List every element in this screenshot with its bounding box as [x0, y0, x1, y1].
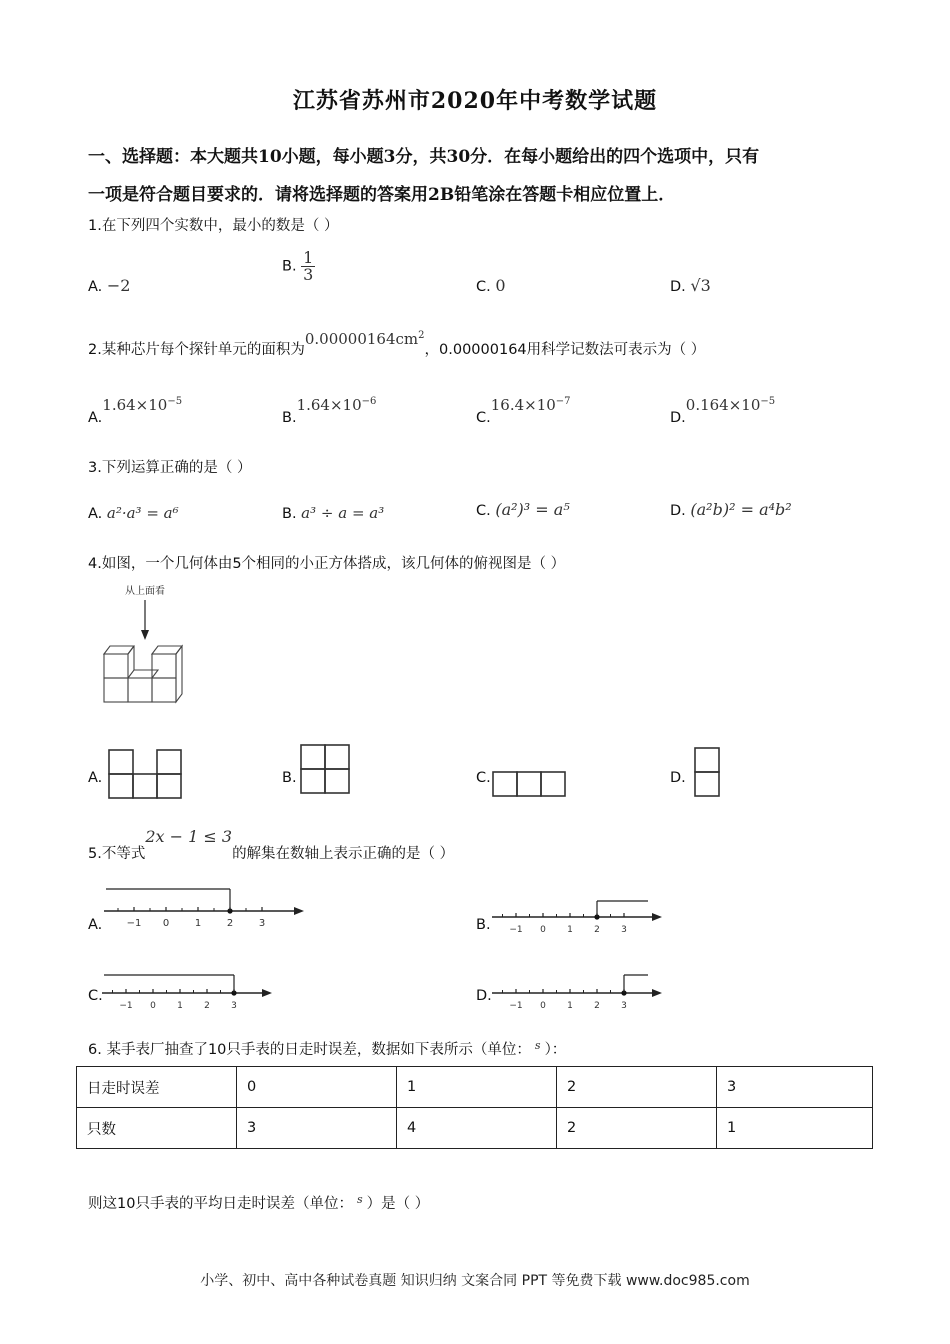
- q2-area-sup: 2: [418, 330, 425, 341]
- q4-arrow-head: [141, 630, 149, 640]
- tick-label: 3: [621, 925, 627, 935]
- tick-label: −1: [119, 1001, 133, 1011]
- q3-d-expr: (a²b)² = a⁴b²: [690, 500, 792, 519]
- tick-label: 2: [594, 1001, 600, 1011]
- q5-stem-pre: 5.不等式: [88, 846, 146, 862]
- q3-option-d: [670, 500, 792, 519]
- tick-label: 0: [162, 918, 170, 929]
- section-line-1: 一、选择题：本大题共10小题，每小题3分，共30分．在每小题给出的四个选项中，只有: [88, 147, 760, 167]
- q6-followup: [88, 1192, 429, 1213]
- q6-stem-end: ）：: [544, 1042, 567, 1058]
- q2-option-d: [670, 396, 776, 426]
- q1-option-a: [88, 276, 130, 295]
- q2-option-a: [88, 396, 183, 426]
- q1-option-c: [476, 276, 506, 295]
- tick-label: −1: [509, 1001, 523, 1011]
- q3-a-expr: a²·a³ = a⁶: [106, 504, 179, 522]
- q4-option-d-figure: [694, 747, 722, 799]
- q2-d-base: 0.164×10: [685, 396, 761, 414]
- q5-option-a-numberline: [104, 885, 308, 935]
- q2-c-value: [491, 396, 571, 414]
- q2-b-value: [297, 396, 377, 414]
- tick-label: 1: [194, 918, 202, 929]
- q2-b-label: B.: [282, 410, 297, 426]
- tick-label: 0: [540, 1001, 546, 1011]
- q1-b-numerator: 1: [303, 248, 314, 267]
- tick-label: 3: [231, 1001, 237, 1011]
- q2-a-exp: −5: [167, 396, 183, 407]
- tick-label: 3: [621, 1001, 627, 1011]
- table-row: [77, 1067, 873, 1108]
- q1-a-value: −2: [106, 276, 131, 295]
- axis-arrow: [652, 913, 662, 921]
- q5-a-label: A.: [88, 917, 103, 933]
- q3-c-expr: (a²)³ = a⁵: [495, 500, 570, 519]
- q5-option-d-numberline: [492, 969, 664, 1011]
- q4-solid-figure: [95, 580, 205, 710]
- q6-unit: s: [534, 1039, 541, 1052]
- q2-d-label: D.: [670, 410, 686, 426]
- q5-stem-post: 的解集在数轴上表示正确的是（ ）: [232, 846, 455, 862]
- q6-table: [76, 1066, 873, 1149]
- q4-option-a-figure: [108, 747, 184, 799]
- q2-stem-post: ，0.00000164用科学记数法可表示为（ ）: [424, 342, 706, 358]
- q1-b-fraction: [301, 250, 315, 283]
- q1-option-b: [282, 250, 315, 283]
- q2-c-exp: −7: [555, 396, 571, 407]
- q1-option-d: [670, 276, 711, 295]
- table-cell: 2: [557, 1067, 717, 1108]
- q3-b-expr: a³ ÷ a = a³: [301, 504, 385, 522]
- q1-d-value: √3: [690, 276, 711, 295]
- tick-label: 1: [567, 1001, 573, 1011]
- q4-option-c-figure: [492, 771, 568, 799]
- q2-a-base: 1.64×10: [102, 396, 168, 414]
- tick-label: 1: [567, 925, 573, 935]
- table-cell: 2: [557, 1108, 717, 1149]
- table-cell: 4: [397, 1108, 557, 1149]
- q2-option-c: [476, 396, 571, 426]
- q2-a-label: A.: [88, 410, 103, 426]
- q4-option-b-figure: [300, 744, 352, 796]
- table-cell: 0: [237, 1067, 397, 1108]
- tick-label: 2: [594, 925, 600, 935]
- table-cell: 3: [237, 1108, 397, 1149]
- q2-area: [305, 330, 425, 348]
- q3-option-b: [282, 504, 384, 522]
- q6-stem: [88, 1038, 566, 1059]
- table-row: [77, 1108, 873, 1149]
- q3-b-label: B.: [282, 506, 297, 522]
- q1-d-label: D.: [670, 279, 686, 295]
- q1-b-denominator: 3: [303, 265, 314, 284]
- q6-followup-unit: s: [356, 1193, 363, 1206]
- q1-stem: 1.在下列四个实数中，最小的数是（ ）: [88, 218, 339, 234]
- axis-arrow: [262, 989, 272, 997]
- table-cell: 日走时误差: [77, 1067, 237, 1108]
- page-title: 江苏省苏州市2020年中考数学试题: [292, 88, 658, 114]
- q4-figure-caption: 从上面看: [125, 586, 165, 597]
- q4-b-label: B.: [282, 770, 297, 786]
- q3-a-label: A.: [88, 506, 103, 522]
- q3-c-label: C.: [476, 503, 491, 519]
- q1-c-label: C.: [476, 279, 491, 295]
- q2-a-value: [102, 396, 182, 414]
- table-cell: 3: [717, 1067, 873, 1108]
- page-footer: 小学、初中、高中各种试卷真题 知识归纳 文案合同 PPT 等免费下载 www.doc985.com: [200, 1273, 750, 1289]
- q4-stem: 4.如图，一个几何体由5个相同的小正方体搭成，该几何体的俯视图是（ ）: [88, 556, 566, 572]
- tick-label: 3: [258, 918, 266, 929]
- q3-option-a: [88, 504, 179, 522]
- q5-b-label: B.: [476, 917, 491, 933]
- q5-d-label: D.: [476, 988, 492, 1004]
- q5-inequality: 2x − 1 ≤ 3: [145, 827, 233, 846]
- q4-c-label: C.: [476, 770, 491, 786]
- table-cell: 1: [397, 1067, 557, 1108]
- section-line-2: 一项是符合题目要求的．请将选择题的答案用2B铅笔涂在答题卡相应位置上．: [88, 185, 676, 205]
- q3-option-c: [476, 500, 570, 519]
- tick-label: 2: [204, 1001, 210, 1011]
- axis-arrow: [652, 989, 662, 997]
- q6-stem-text: 6. 某手表厂抽查了10只手表的日走时误差，数据如下表所示（单位：: [88, 1042, 531, 1058]
- q6-followup-post: ）是（ ）: [366, 1196, 430, 1212]
- q1-a-label: A.: [88, 279, 103, 295]
- q4-d-label: D.: [670, 770, 686, 786]
- tick-label: −1: [509, 925, 523, 935]
- q3-stem: 3.下列运算正确的是（ ）: [88, 460, 252, 476]
- q5-option-c-numberline: [102, 969, 274, 1011]
- q2-option-b: [282, 396, 377, 426]
- axis-arrow: [294, 907, 304, 915]
- tick-label: −1: [126, 918, 142, 929]
- q2-area-value: 0.00000164cm: [304, 330, 419, 348]
- table-cell: 只数: [77, 1108, 237, 1149]
- tick-label: 0: [540, 925, 546, 935]
- q1-b-label: B.: [282, 258, 297, 275]
- section-header: [88, 138, 878, 214]
- tick-label: 2: [226, 918, 234, 929]
- q1-c-value: 0: [495, 276, 506, 295]
- q2-d-exp: −5: [760, 396, 776, 407]
- q4-a-label: A.: [88, 770, 103, 786]
- q2-b-base: 1.64×10: [296, 396, 362, 414]
- tick-label: 1: [177, 1001, 183, 1011]
- q2-stem-pre: 2.某种芯片每个探针单元的面积为: [88, 342, 305, 358]
- q2-b-exp: −6: [361, 396, 377, 407]
- q5-stem: [88, 826, 455, 862]
- q3-d-label: D.: [670, 503, 686, 519]
- q6-followup-pre: 则这10只手表的平均日走时误差（单位：: [88, 1196, 353, 1212]
- q2-d-value: [686, 396, 775, 414]
- q2-stem: [88, 330, 706, 359]
- q2-c-base: 16.4×10: [490, 396, 556, 414]
- q4-cubes: [104, 646, 182, 702]
- q5-c-label: C.: [88, 988, 103, 1004]
- q5-option-b-numberline: [492, 893, 664, 935]
- q2-c-label: C.: [476, 410, 491, 426]
- tick-label: 0: [150, 1001, 156, 1011]
- table-cell: 1: [717, 1108, 873, 1149]
